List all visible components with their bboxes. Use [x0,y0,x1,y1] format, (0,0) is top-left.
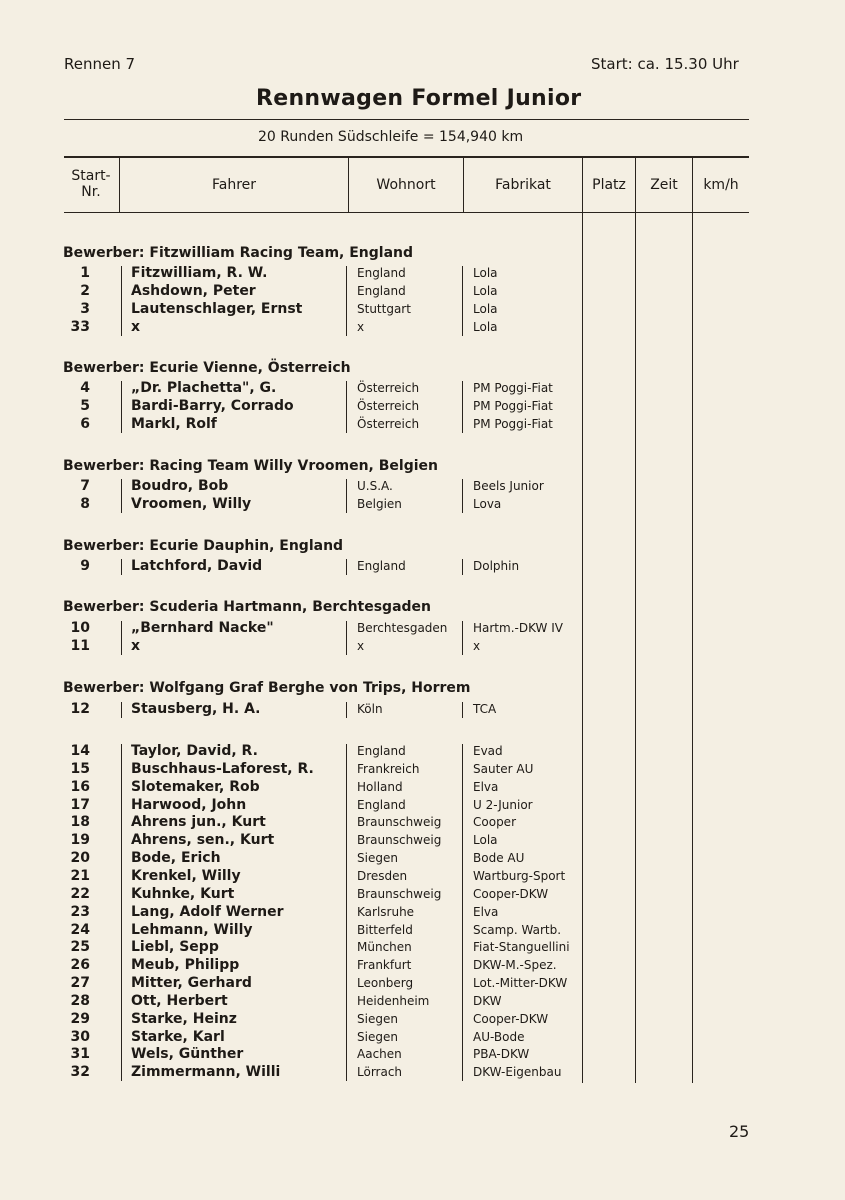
table-row [0,319,845,337]
residence: Lörrach [357,1065,403,1079]
start-number: 20 [70,850,90,866]
manufacturer: Bode AU [473,851,525,865]
table-row [0,301,845,319]
driver-name: Kuhnke, Kurt [131,886,235,902]
column-tick [462,479,463,513]
residence: München [357,940,412,954]
residence: x [357,320,365,334]
table-row [0,814,845,832]
column-tick [121,744,122,1081]
driver-name: Taylor, David, R. [131,743,258,759]
race-number: Rennen 7 [64,55,136,73]
residence: x [357,639,365,653]
column-tick [346,702,347,718]
residence: Frankreich [357,762,420,776]
start-number: 23 [70,904,90,920]
start-number: 17 [70,797,90,813]
residence: Karlsruhe [357,905,415,919]
driver-name: Wels, Günther [131,1046,244,1062]
start-number: 19 [70,832,90,848]
table-row [0,1064,845,1082]
driver-name: Meub, Philipp [131,957,240,973]
start-number: 10 [70,620,90,636]
table-row [0,701,845,719]
residence: Holland [357,780,403,794]
manufacturer: Wartburg-Sport [473,869,566,883]
manufacturer: Sauter AU [473,762,534,776]
residence: Stuttgart [357,302,411,316]
manufacturer: Lola [473,833,498,847]
driver-name: Lehmann, Willy [131,922,253,938]
table-row [0,743,845,761]
table-row [0,868,845,886]
residence: Bitterfeld [357,923,413,937]
residence: England [357,559,406,573]
residence: Siegen [357,1030,398,1044]
driver-name: Starke, Karl [131,1029,225,1045]
driver-name: „Dr. Plachetta", G. [131,380,277,396]
residence: Heidenheim [357,994,430,1008]
page-title: Rennwagen Formel Junior [256,86,582,111]
residence: Belgien [357,497,402,511]
column-tick [346,621,347,655]
title-rule [64,119,749,120]
driver-name: Harwood, John [131,797,247,813]
residence: Köln [357,702,383,716]
driver-name: Ott, Herbert [131,993,228,1009]
table-row [0,283,845,301]
residence: England [357,744,406,758]
start-number: 16 [70,779,90,795]
page-number: 25 [729,1122,750,1141]
table-row [0,638,845,656]
col-divider [119,158,120,212]
col-header-wohnort: Wohnort [376,177,436,193]
manufacturer: DKW-M.-Spez. [473,958,557,972]
residence: England [357,266,406,280]
driver-name: Krenkel, Willy [131,868,241,884]
column-tick [462,621,463,655]
start-number: 22 [70,886,90,902]
manufacturer: Lola [473,266,498,280]
manufacturer: Elva [473,905,499,919]
driver-name: Vroomen, Willy [131,496,252,512]
column-tick [346,744,347,1081]
manufacturer: PM Poggi-Fiat [473,399,553,413]
start-number: 26 [70,957,90,973]
start-number: 14 [70,743,90,759]
column-tick [346,381,347,433]
driver-name: Ashdown, Peter [131,283,256,299]
residence: Frankfurt [357,958,412,972]
manufacturer: TCA [473,702,497,716]
start-number: 18 [70,814,90,830]
column-tick [346,479,347,513]
residence: Leonberg [357,976,414,990]
driver-name: Lang, Adolf Werner [131,904,284,920]
column-tick [462,702,463,718]
driver-name: Fitzwilliam, R. W. [131,265,268,281]
manufacturer: AU-Bode [473,1030,525,1044]
driver-name: Buschhaus-Laforest, R. [131,761,314,777]
driver-name: Markl, Rolf [131,416,217,432]
driver-name: Mitter, Gerhard [131,975,252,991]
start-number: 12 [70,701,90,717]
table-row [0,957,845,975]
entrant-heading: Bewerber: Wolfgang Graf Berghe von Trips, Horrem [63,680,471,696]
table-row [0,904,845,922]
residence: Österreich [357,417,420,431]
driver-name: Zimmermann, Willi [131,1064,281,1080]
table-row [0,832,845,850]
start-number: 3 [80,301,90,317]
table-row [0,886,845,904]
driver-name: „Bernhard Nacke" [131,620,274,636]
column-tick [121,702,122,718]
col-header-zeit: Zeit [650,177,678,193]
driver-name: Liebl, Sepp [131,939,219,955]
table-row [0,380,845,398]
start-number: 27 [70,975,90,991]
driver-name: Slotemaker, Rob [131,779,260,795]
col-divider [463,158,464,212]
start-number: 24 [70,922,90,938]
start-number: 21 [70,868,90,884]
residence: England [357,284,406,298]
manufacturer: Evad [473,744,503,758]
entrant-heading: Bewerber: Racing Team Willy Vroomen, Belgien [63,458,438,474]
table-row [0,478,845,496]
manufacturer: Elva [473,780,499,794]
driver-name: Ahrens, sen., Kurt [131,832,275,848]
manufacturer: DKW [473,994,502,1008]
manufacturer: U 2-Junior [473,798,533,812]
table-top-rule [64,156,749,158]
driver-name: Stausberg, H. A. [131,701,261,717]
start-number: 29 [70,1011,90,1027]
table-row [0,398,845,416]
residence: Siegen [357,851,398,865]
residence: Aachen [357,1047,402,1061]
manufacturer: PM Poggi-Fiat [473,381,553,395]
start-time: Start: ca. 15.30 Uhr [591,55,739,73]
manufacturer: Dolphin [473,559,520,573]
col-divider [348,158,349,212]
start-number: 11 [70,638,90,654]
table-row [0,1046,845,1064]
start-number: 25 [70,939,90,955]
start-number: 31 [70,1046,90,1062]
table-row [0,1011,845,1029]
table-row [0,416,845,434]
manufacturer: Lola [473,320,498,334]
residence: Braunschweig [357,833,442,847]
manufacturer: x [473,639,481,653]
residence: Braunschweig [357,815,442,829]
driver-name: Bode, Erich [131,850,221,866]
manufacturer: Lot.-Mitter-DKW [473,976,568,990]
driver-name: x [131,319,141,335]
col-header-platz: Platz [592,177,626,193]
table-row [0,975,845,993]
start-number: 2 [80,283,90,299]
residence: Österreich [357,381,420,395]
driver-name: x [131,638,141,654]
start-number: 6 [80,416,90,432]
driver-name: Ahrens jun., Kurt [131,814,266,830]
driver-name: Lautenschlager, Ernst [131,301,303,317]
residence: U.S.A. [357,479,393,493]
entrant-heading: Bewerber: Scuderia Hartmann, Berchtesgaden [63,599,432,615]
column-tick [121,559,122,575]
column-tick [346,559,347,575]
residence: England [357,798,406,812]
column-tick [462,559,463,575]
manufacturer: Cooper-DKW [473,887,549,901]
residence: Braunschweig [357,887,442,901]
entrant-heading: Bewerber: Fitzwilliam Racing Team, England [63,245,414,261]
manufacturer: Scamp. Wartb. [473,923,562,937]
start-number: 4 [80,380,90,396]
entrant-heading: Bewerber: Ecurie Vienne, Österreich [63,360,351,376]
column-tick [121,621,122,655]
manufacturer: Hartm.-DKW IV [473,621,563,635]
header-bottom-rule [64,212,749,213]
start-number: 9 [80,558,90,574]
column-tick [121,266,122,336]
driver-name: Bardi-Barry, Corrado [131,398,294,414]
manufacturer: Cooper-DKW [473,1012,549,1026]
manufacturer: Cooper [473,815,516,829]
manufacturer: Beels Junior [473,479,544,493]
start-number: 33 [70,319,90,335]
residence: Siegen [357,1012,398,1026]
start-number: 1 [80,265,90,281]
manufacturer: PBA-DKW [473,1047,530,1061]
manufacturer: Lola [473,284,498,298]
manufacturer: Lova [473,497,502,511]
table-row [0,993,845,1011]
start-number: 28 [70,993,90,1009]
column-tick [121,381,122,433]
start-number: 32 [70,1064,90,1080]
table-row [0,797,845,815]
table-row [0,922,845,940]
table-row [0,496,845,514]
table-row [0,761,845,779]
table-row [0,558,845,576]
column-tick [462,266,463,336]
start-number: 15 [70,761,90,777]
col-header-kmh: km/h [703,177,739,193]
table-row [0,1029,845,1047]
column-tick [462,381,463,433]
start-number: 30 [70,1029,90,1045]
manufacturer: Lola [473,302,498,316]
column-tick [462,744,463,1081]
driver-name: Starke, Heinz [131,1011,237,1027]
col-header-fabrikat: Fabrikat [495,177,551,193]
manufacturer: Fiat-Stanguellini [473,940,570,954]
entrant-heading: Bewerber: Ecurie Dauphin, England [63,538,344,554]
residence: Österreich [357,399,420,413]
race-subtitle: 20 Runden Südschleife = 154,940 km [258,129,524,145]
col-header-nr: Start- Nr. [71,168,111,200]
col-header-fahrer: Fahrer [211,177,257,193]
table-row [0,779,845,797]
start-number: 7 [80,478,90,494]
manufacturer: DKW-Eigenbau [473,1065,562,1079]
driver-name: Latchford, David [131,558,263,574]
residence: Dresden [357,869,408,883]
start-number: 8 [80,496,90,512]
column-tick [346,266,347,336]
table-row [0,265,845,283]
column-tick [121,479,122,513]
table-row [0,939,845,957]
residence: Berchtesgaden [357,621,448,635]
manufacturer: PM Poggi-Fiat [473,417,553,431]
start-number: 5 [80,398,90,414]
table-row [0,850,845,868]
driver-name: Boudro, Bob [131,478,229,494]
table-row [0,620,845,638]
